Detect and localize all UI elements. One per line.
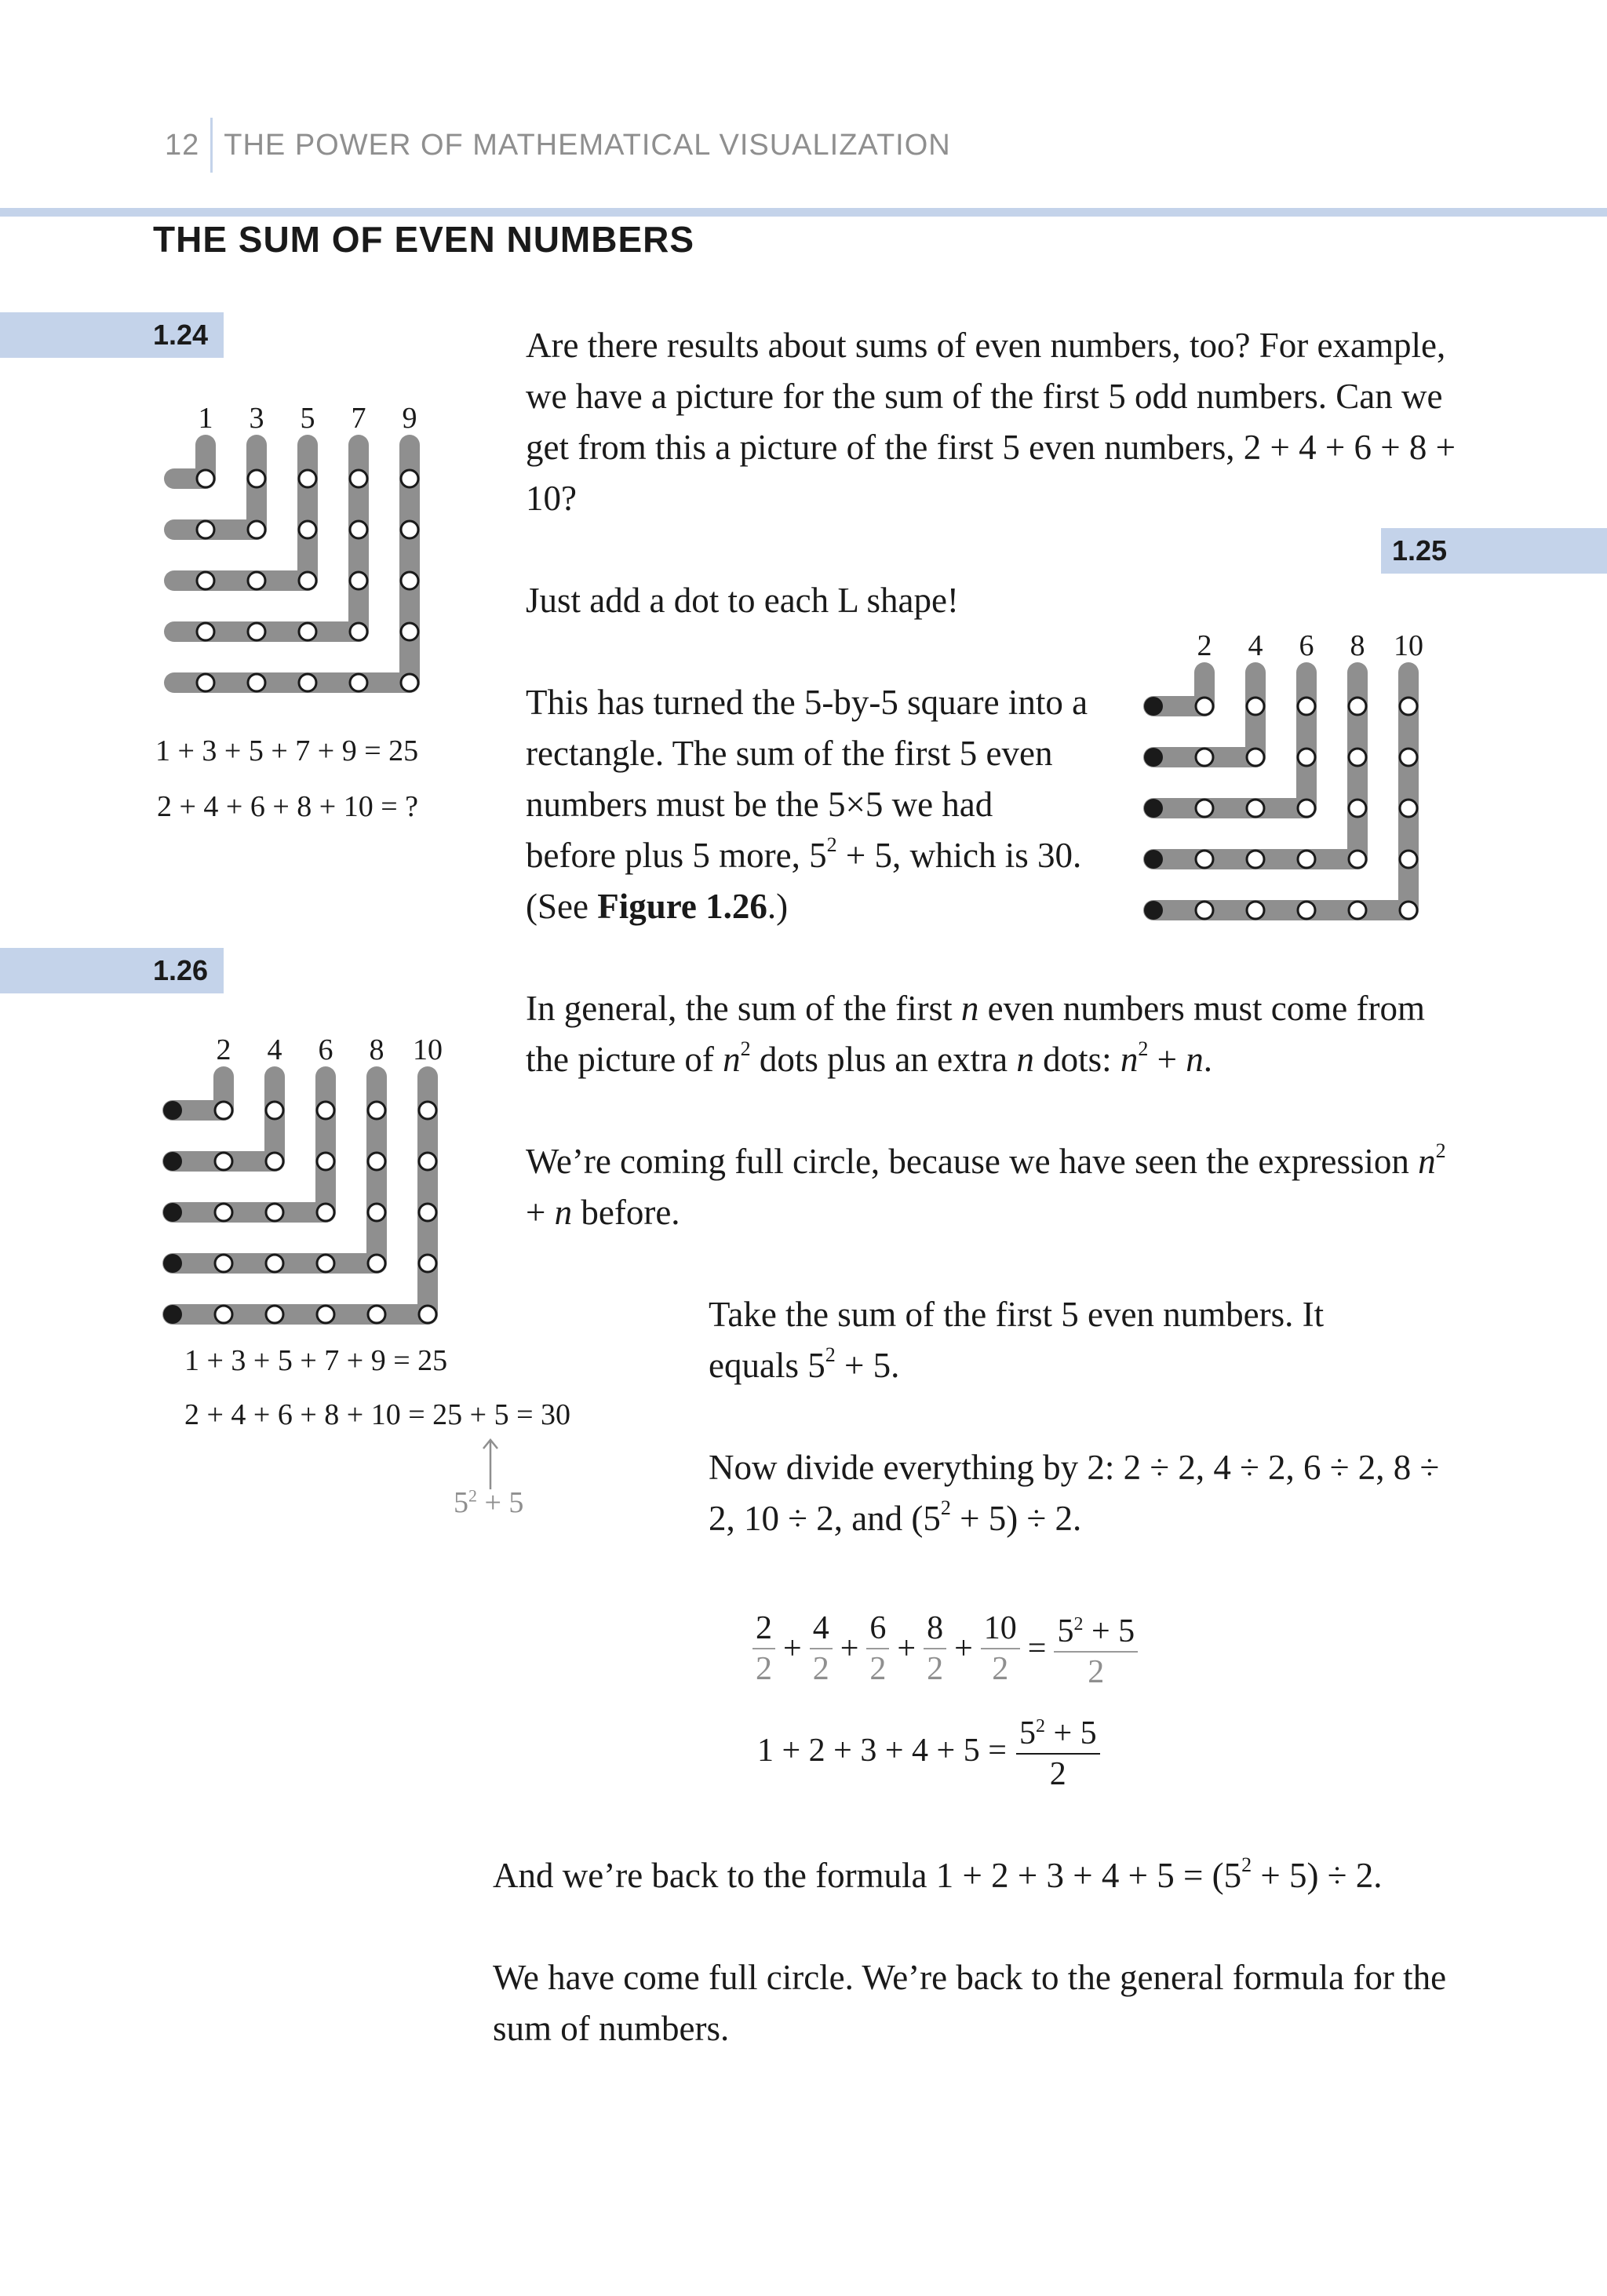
white-dot — [350, 572, 367, 589]
white-dot — [266, 1102, 283, 1119]
numerator — [1054, 1605, 1138, 1653]
white-dot — [266, 1306, 283, 1323]
white-dot — [401, 674, 418, 691]
column-label: 2 — [216, 1033, 231, 1066]
black-dot — [163, 1305, 182, 1324]
white-dot — [1247, 800, 1264, 817]
figure-tag-label: 1.24 — [153, 319, 209, 351]
white-dot — [266, 1255, 283, 1272]
column-label: 8 — [369, 1033, 384, 1066]
white-dot — [350, 674, 367, 691]
white-dot — [1298, 800, 1315, 817]
text: + 5) ÷ 2. — [950, 1499, 1082, 1538]
white-dot — [266, 1153, 283, 1170]
plus-sign: + — [783, 1630, 802, 1667]
black-dot — [1144, 799, 1163, 818]
denominator: 2 — [756, 1650, 772, 1687]
white-dot — [317, 1102, 334, 1119]
plus-sign: + — [954, 1630, 973, 1667]
numerator: 10 — [981, 1609, 1020, 1649]
text: + — [526, 1193, 555, 1232]
equals-sign: = — [1027, 1630, 1047, 1667]
exponent: 2 — [825, 1343, 836, 1366]
white-dot — [401, 623, 418, 640]
white-dot — [419, 1204, 436, 1221]
white-dot — [197, 572, 214, 589]
column-label: 7 — [351, 402, 366, 435]
fraction — [810, 1609, 833, 1689]
white-dot — [215, 1204, 232, 1221]
figure-tag-1-25 — [1381, 528, 1607, 574]
numerator: 8 — [924, 1609, 946, 1649]
denominator: 2 — [1049, 1756, 1066, 1792]
numerator: 6 — [866, 1609, 889, 1649]
white-dot — [401, 572, 418, 589]
white-dot — [248, 521, 265, 538]
paragraph-divide — [709, 1442, 1462, 1544]
exponent: 2 — [1073, 1614, 1084, 1635]
white-dot — [1196, 851, 1213, 868]
white-dot — [1298, 851, 1315, 868]
figure-reference: Figure 1.26 — [597, 887, 767, 926]
plus-sign: + — [840, 1630, 859, 1667]
figure-1-24-caption-even-sum: 2 + 4 + 6 + 8 + 10 = ? — [157, 790, 419, 823]
text: . — [1203, 1040, 1213, 1079]
column-label: 8 — [1350, 629, 1365, 662]
figure-1-26-annotation — [454, 1485, 523, 1520]
header-divider — [210, 118, 213, 173]
text: And we’re back to the formula 1 + 2 + 3 + 4 + 5 = (5 — [493, 1856, 1242, 1895]
text: + 5) ÷ 2. — [1252, 1856, 1383, 1895]
column-label: 6 — [1299, 629, 1314, 662]
variable-n: n — [1016, 1040, 1034, 1079]
white-dot — [317, 1204, 334, 1221]
white-dot — [350, 470, 367, 487]
white-dot — [1400, 749, 1417, 766]
white-dot — [299, 572, 316, 589]
annotation-rest: + 5 — [477, 1486, 524, 1519]
white-dot — [248, 623, 265, 640]
white-dot — [317, 1255, 334, 1272]
white-dot — [1196, 800, 1213, 817]
base: 5 — [1018, 1715, 1036, 1751]
white-dot — [368, 1255, 385, 1272]
black-dot — [1144, 901, 1163, 920]
variable-n: n — [1418, 1142, 1436, 1181]
fraction — [1016, 1707, 1100, 1794]
black-dot — [163, 1203, 182, 1222]
top-rule — [0, 208, 1607, 217]
white-dot — [197, 674, 214, 691]
fraction — [752, 1609, 775, 1689]
column-label: 1 — [198, 402, 213, 435]
black-dot — [1144, 748, 1163, 767]
white-dot — [215, 1153, 232, 1170]
white-dot — [1298, 698, 1315, 715]
white-dot — [1349, 800, 1366, 817]
exponent: 2 — [1241, 1853, 1252, 1876]
paragraph-add-dot: Just add a dot to each L shape! — [526, 581, 959, 620]
white-dot — [1400, 851, 1417, 868]
white-dot — [248, 572, 265, 589]
numerator — [1016, 1707, 1100, 1755]
white-dot — [317, 1306, 334, 1323]
numerator: 4 — [810, 1609, 833, 1649]
column-label: 2 — [1197, 629, 1212, 662]
paragraph-take-sum — [709, 1289, 1415, 1391]
fraction — [866, 1609, 889, 1689]
annotation-base: 5 — [454, 1486, 468, 1519]
white-dot — [1247, 902, 1264, 919]
figure-tag-1-26 — [0, 948, 224, 993]
denominator: 2 — [1088, 1654, 1105, 1690]
column-label: 9 — [402, 402, 417, 435]
column-label: 10 — [1394, 629, 1423, 662]
white-dot — [1400, 698, 1417, 715]
white-dot — [1349, 749, 1366, 766]
white-dot — [1298, 749, 1315, 766]
column-label: 3 — [249, 402, 264, 435]
paragraph-conclusion: We have come full circle. We’re back to the general formula for the sum of numbers. — [493, 1958, 1447, 2048]
column-label: 5 — [300, 402, 315, 435]
exponent: 2 — [826, 833, 837, 856]
white-dot — [1349, 698, 1366, 715]
black-dot — [163, 1101, 182, 1120]
rest: + 5 — [1044, 1715, 1097, 1751]
white-dot — [419, 1255, 436, 1272]
white-dot — [1247, 698, 1264, 715]
text: before. — [572, 1193, 680, 1232]
white-dot — [299, 623, 316, 640]
exponent: 2 — [1035, 1716, 1045, 1737]
column-label: 4 — [267, 1033, 282, 1066]
denominator: 2 — [927, 1650, 944, 1687]
figure-1-25-dot-diagram — [1130, 616, 1459, 930]
fraction — [1054, 1605, 1138, 1692]
white-dot — [215, 1255, 232, 1272]
text: + — [1148, 1040, 1186, 1079]
equation-divided-sum — [749, 1605, 1141, 1692]
white-dot — [266, 1204, 283, 1221]
white-dot — [248, 470, 265, 487]
text: dots plus an extra — [750, 1040, 1017, 1079]
white-dot — [1298, 902, 1315, 919]
variable-n: n — [960, 989, 979, 1028]
white-dot — [197, 470, 214, 487]
text: This has turned the 5-by-5 square into a rectangle. The sum of the first 5 even numbers must be the 5×5 we had before plus 5 more, 5 — [526, 683, 1088, 875]
exponent: 2 — [1138, 1037, 1149, 1060]
white-dot — [1400, 902, 1417, 919]
page-number: 12 — [165, 128, 200, 162]
base: 5 — [1057, 1613, 1074, 1649]
white-dot — [299, 470, 316, 487]
white-dot — [401, 521, 418, 538]
column-label: 10 — [413, 1033, 443, 1066]
exponent: 2 — [940, 1496, 951, 1519]
white-dot — [1196, 749, 1213, 766]
white-dot — [1196, 698, 1213, 715]
white-dot — [1247, 851, 1264, 868]
white-dot — [368, 1153, 385, 1170]
book-title: THE POWER OF MATHEMATICAL VISUALIZATION — [224, 128, 951, 162]
variable-n: n — [723, 1040, 741, 1079]
figure-tag-label: 1.26 — [153, 954, 209, 986]
column-label: 4 — [1248, 629, 1263, 662]
text: Take the sum of the first 5 even numbers. It equals 5 — [709, 1295, 1325, 1385]
white-dot — [197, 521, 214, 538]
text: .) — [767, 887, 789, 926]
fraction — [924, 1609, 946, 1689]
figure-1-26-dot-diagram — [149, 1020, 479, 1334]
figure-tag-1-24 — [0, 312, 224, 358]
white-dot — [419, 1153, 436, 1170]
white-dot — [299, 521, 316, 538]
paragraph-full-circle — [526, 1136, 1459, 1238]
white-dot — [215, 1102, 232, 1119]
variable-n: n — [1120, 1040, 1139, 1079]
text: In general, the sum of the first — [526, 989, 961, 1028]
text: even numbers must come from the picture of — [526, 989, 1425, 1079]
white-dot — [419, 1306, 436, 1323]
white-dot — [317, 1153, 334, 1170]
white-dot — [197, 623, 214, 640]
text: dots: — [1033, 1040, 1121, 1079]
figure-1-24-dot-diagram — [157, 388, 439, 702]
text: + 5. — [835, 1346, 900, 1385]
paragraph-back-to-formula — [493, 1850, 1481, 1901]
white-dot — [350, 623, 367, 640]
annotation-exponent: 2 — [468, 1485, 477, 1506]
white-dot — [1400, 800, 1417, 817]
white-dot — [215, 1306, 232, 1323]
plus-sign: + — [897, 1630, 916, 1667]
figure-1-26-caption-even-sum: 2 + 4 + 6 + 8 + 10 = 25 + 5 = 30 — [184, 1398, 571, 1431]
black-dot — [163, 1152, 182, 1171]
white-dot — [401, 470, 418, 487]
text: We’re coming full circle, because we have seen the expression — [526, 1142, 1419, 1181]
exponent: 2 — [740, 1037, 751, 1060]
figure-1-24-caption-odd-sum: 1 + 3 + 5 + 7 + 9 = 25 — [155, 734, 419, 767]
rest: + 5 — [1083, 1613, 1135, 1649]
text: Now divide everything by 2: 2 ÷ 2, 4 ÷ 2, 6 ÷ 2, 8 ÷ 2, 10 ÷ 2, and (5 — [709, 1448, 1440, 1538]
section-title: THE SUM OF EVEN NUMBERS — [153, 219, 695, 260]
white-dot — [368, 1102, 385, 1119]
white-dot — [368, 1204, 385, 1221]
figure-1-26-caption-odd-sum: 1 + 3 + 5 + 7 + 9 = 25 — [184, 1344, 448, 1377]
white-dot — [1349, 851, 1366, 868]
white-dot — [1196, 902, 1213, 919]
equation-lhs: 1 + 2 + 3 + 4 + 5 = — [757, 1732, 1007, 1769]
running-head — [165, 118, 951, 173]
white-dot — [248, 674, 265, 691]
white-dot — [350, 521, 367, 538]
white-dot — [1349, 902, 1366, 919]
fraction — [981, 1609, 1020, 1689]
variable-n: n — [1186, 1040, 1204, 1079]
column-label: 6 — [318, 1033, 333, 1066]
black-dot — [163, 1254, 182, 1273]
paragraph-rectangle — [526, 677, 1091, 932]
exponent: 2 — [1435, 1139, 1446, 1162]
equation-sum-formula — [757, 1707, 1103, 1794]
numerator: 2 — [752, 1609, 775, 1649]
white-dot — [299, 674, 316, 691]
black-dot — [1144, 850, 1163, 869]
white-dot — [1247, 749, 1264, 766]
white-dot — [419, 1102, 436, 1119]
denominator: 2 — [992, 1650, 1009, 1687]
figure-tag-label: 1.25 — [1392, 534, 1448, 567]
paragraph-intro: Are there results about sums of even numbers, too? For example, we have a picture for the sum of the first 5 odd numbers. Can we get from this a picture of the first 5 even numbers, 2 + 4 + 6 + 8 + 10? — [526, 326, 1456, 518]
paragraph-general — [526, 983, 1459, 1085]
text: + 5, which is 30. (See — [526, 836, 1082, 926]
up-arrow-icon — [479, 1436, 502, 1491]
white-dot — [368, 1306, 385, 1323]
black-dot — [1144, 697, 1163, 716]
denominator: 2 — [869, 1650, 887, 1687]
variable-n: n — [554, 1193, 573, 1232]
denominator: 2 — [812, 1650, 829, 1687]
